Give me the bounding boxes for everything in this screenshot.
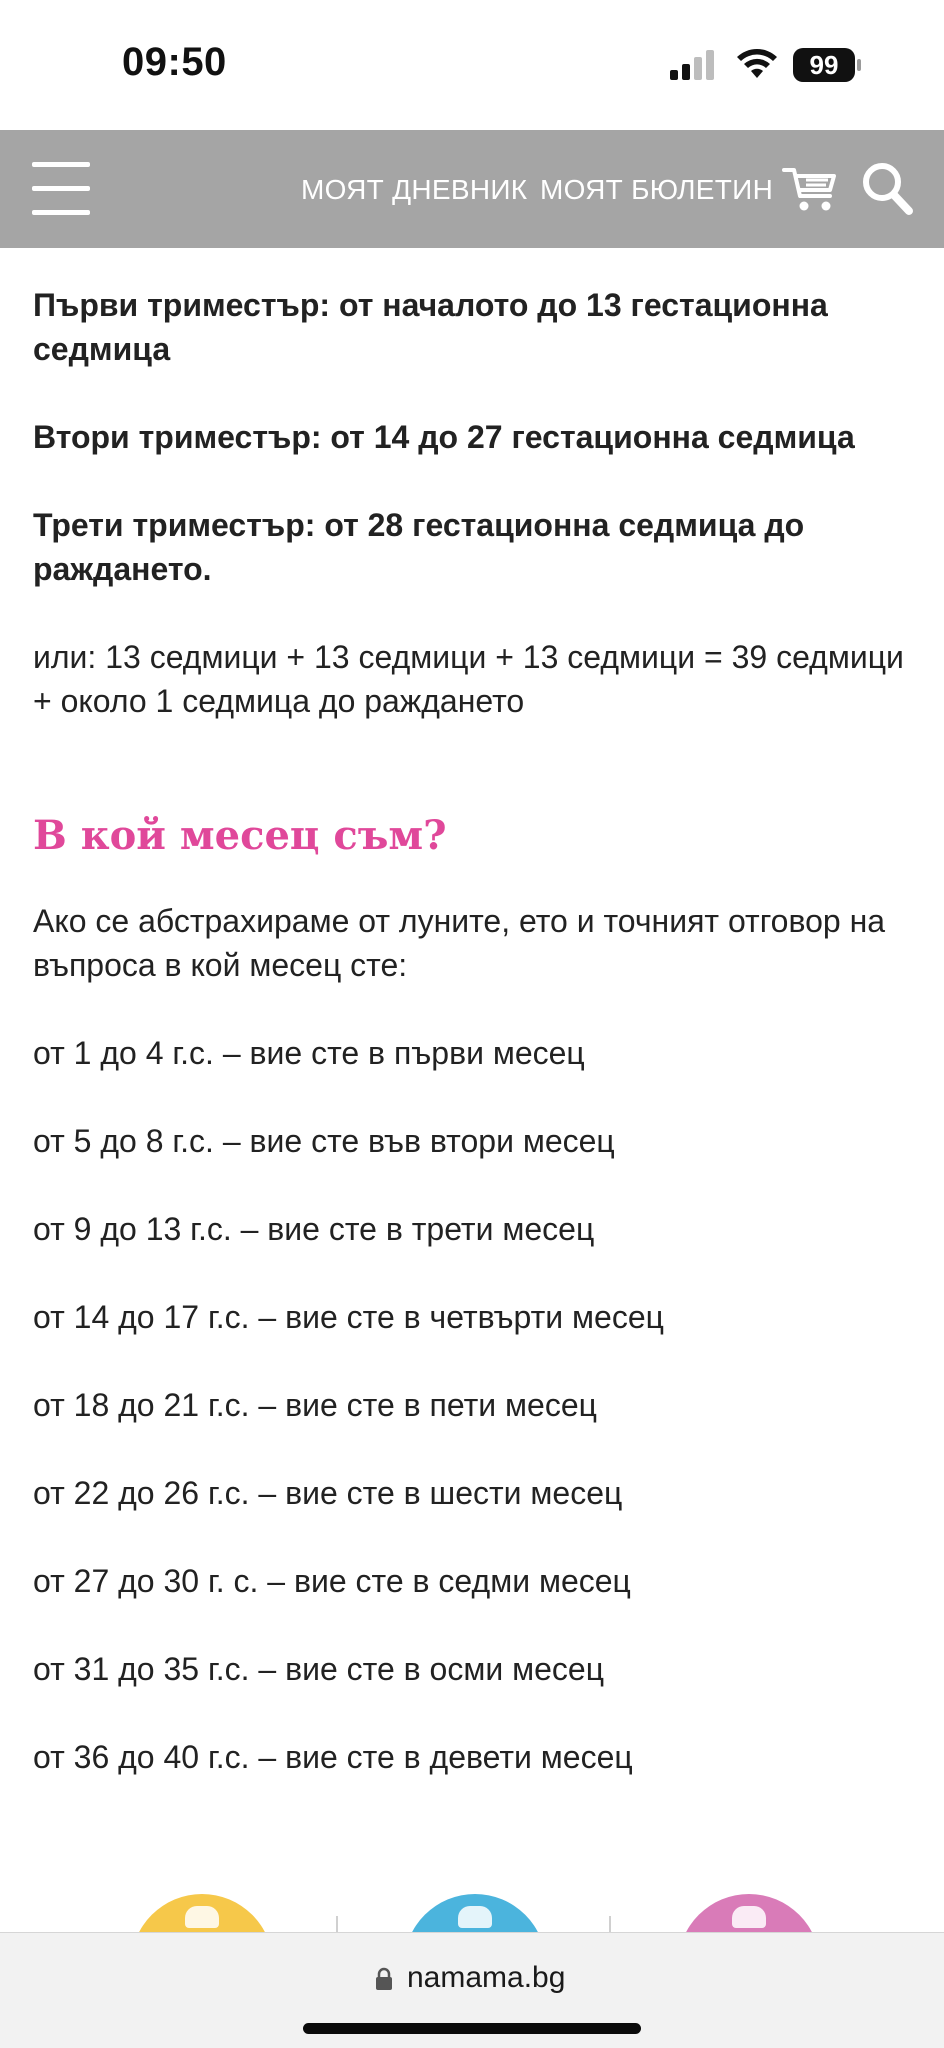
divider xyxy=(336,1916,338,1932)
summary-text: или: 13 седмици + 13 седмици + 13 седмици = 39 седмици + около 1 седмица до раждането xyxy=(33,639,904,719)
feature-circle-pink[interactable] xyxy=(678,1894,820,1932)
article-content xyxy=(33,248,913,1779)
feature-circle-blue[interactable] xyxy=(404,1894,546,1932)
chef-hat-icon xyxy=(732,1906,766,1928)
trimester-1-text: Първи триместър: от началото до 13 гестационна седмица xyxy=(33,287,828,367)
month-line: от 5 до 8 г.с. – вие сте във втори месец xyxy=(33,1123,615,1159)
cellular-signal-icon xyxy=(668,50,718,80)
trimester-2-text: Втори триместър: от 14 до 27 гестационна седмица xyxy=(33,419,855,455)
hamburger-menu-icon[interactable] xyxy=(32,162,90,216)
section-heading: В кой месец съм? xyxy=(33,812,447,859)
month-line: от 1 до 4 г.с. – вие сте в първи месец xyxy=(33,1035,585,1071)
intro-text: Ако се абстрахираме от луните, ето и точният отговор на въпроса в кой месец сте: xyxy=(33,903,886,983)
chef-hat-icon xyxy=(458,1906,492,1928)
month-line: от 27 до 30 г. с. – вие сте в седми месец xyxy=(33,1563,631,1599)
nav-link-my-bulletin[interactable]: МОЯТ БЮЛЕТИН xyxy=(540,174,774,205)
month-line: от 22 до 26 г.с. – вие сте в шести месец xyxy=(33,1475,623,1511)
trimester-3-text: Трети триместър: от 28 гестационна седмица до раждането. xyxy=(33,507,805,587)
url-domain[interactable]: namama.bg xyxy=(407,1961,566,1994)
divider xyxy=(609,1916,611,1932)
lock-icon xyxy=(374,1967,394,1991)
home-indicator[interactable] xyxy=(303,2023,641,2034)
feature-icons-strip xyxy=(0,1880,944,1932)
chef-hat-icon xyxy=(185,1906,219,1928)
wifi-icon xyxy=(736,46,778,80)
month-line: от 36 до 40 г.с. – вие сте в девети месец xyxy=(33,1739,633,1775)
month-line: от 9 до 13 г.с. – вие сте в трети месец xyxy=(33,1211,595,1247)
cart-icon[interactable] xyxy=(782,164,838,214)
browser-url-bar[interactable] xyxy=(0,1932,944,2048)
site-navbar xyxy=(0,130,944,248)
battery-icon xyxy=(792,47,862,83)
battery-level: 99 xyxy=(809,50,839,80)
month-line: от 14 до 17 г.с. – вие сте в четвърти месец xyxy=(33,1299,664,1335)
month-line: от 31 до 35 г.с. – вие сте в осми месец xyxy=(33,1651,605,1687)
status-time: 09:50 xyxy=(122,40,227,84)
search-icon[interactable] xyxy=(860,160,914,216)
month-line: от 18 до 21 г.с. – вие сте в пети месец xyxy=(33,1387,597,1423)
status-bar xyxy=(0,0,944,130)
nav-link-my-diary[interactable]: МОЯТ ДНЕВНИК xyxy=(301,174,528,205)
feature-circle-yellow[interactable] xyxy=(131,1894,273,1932)
